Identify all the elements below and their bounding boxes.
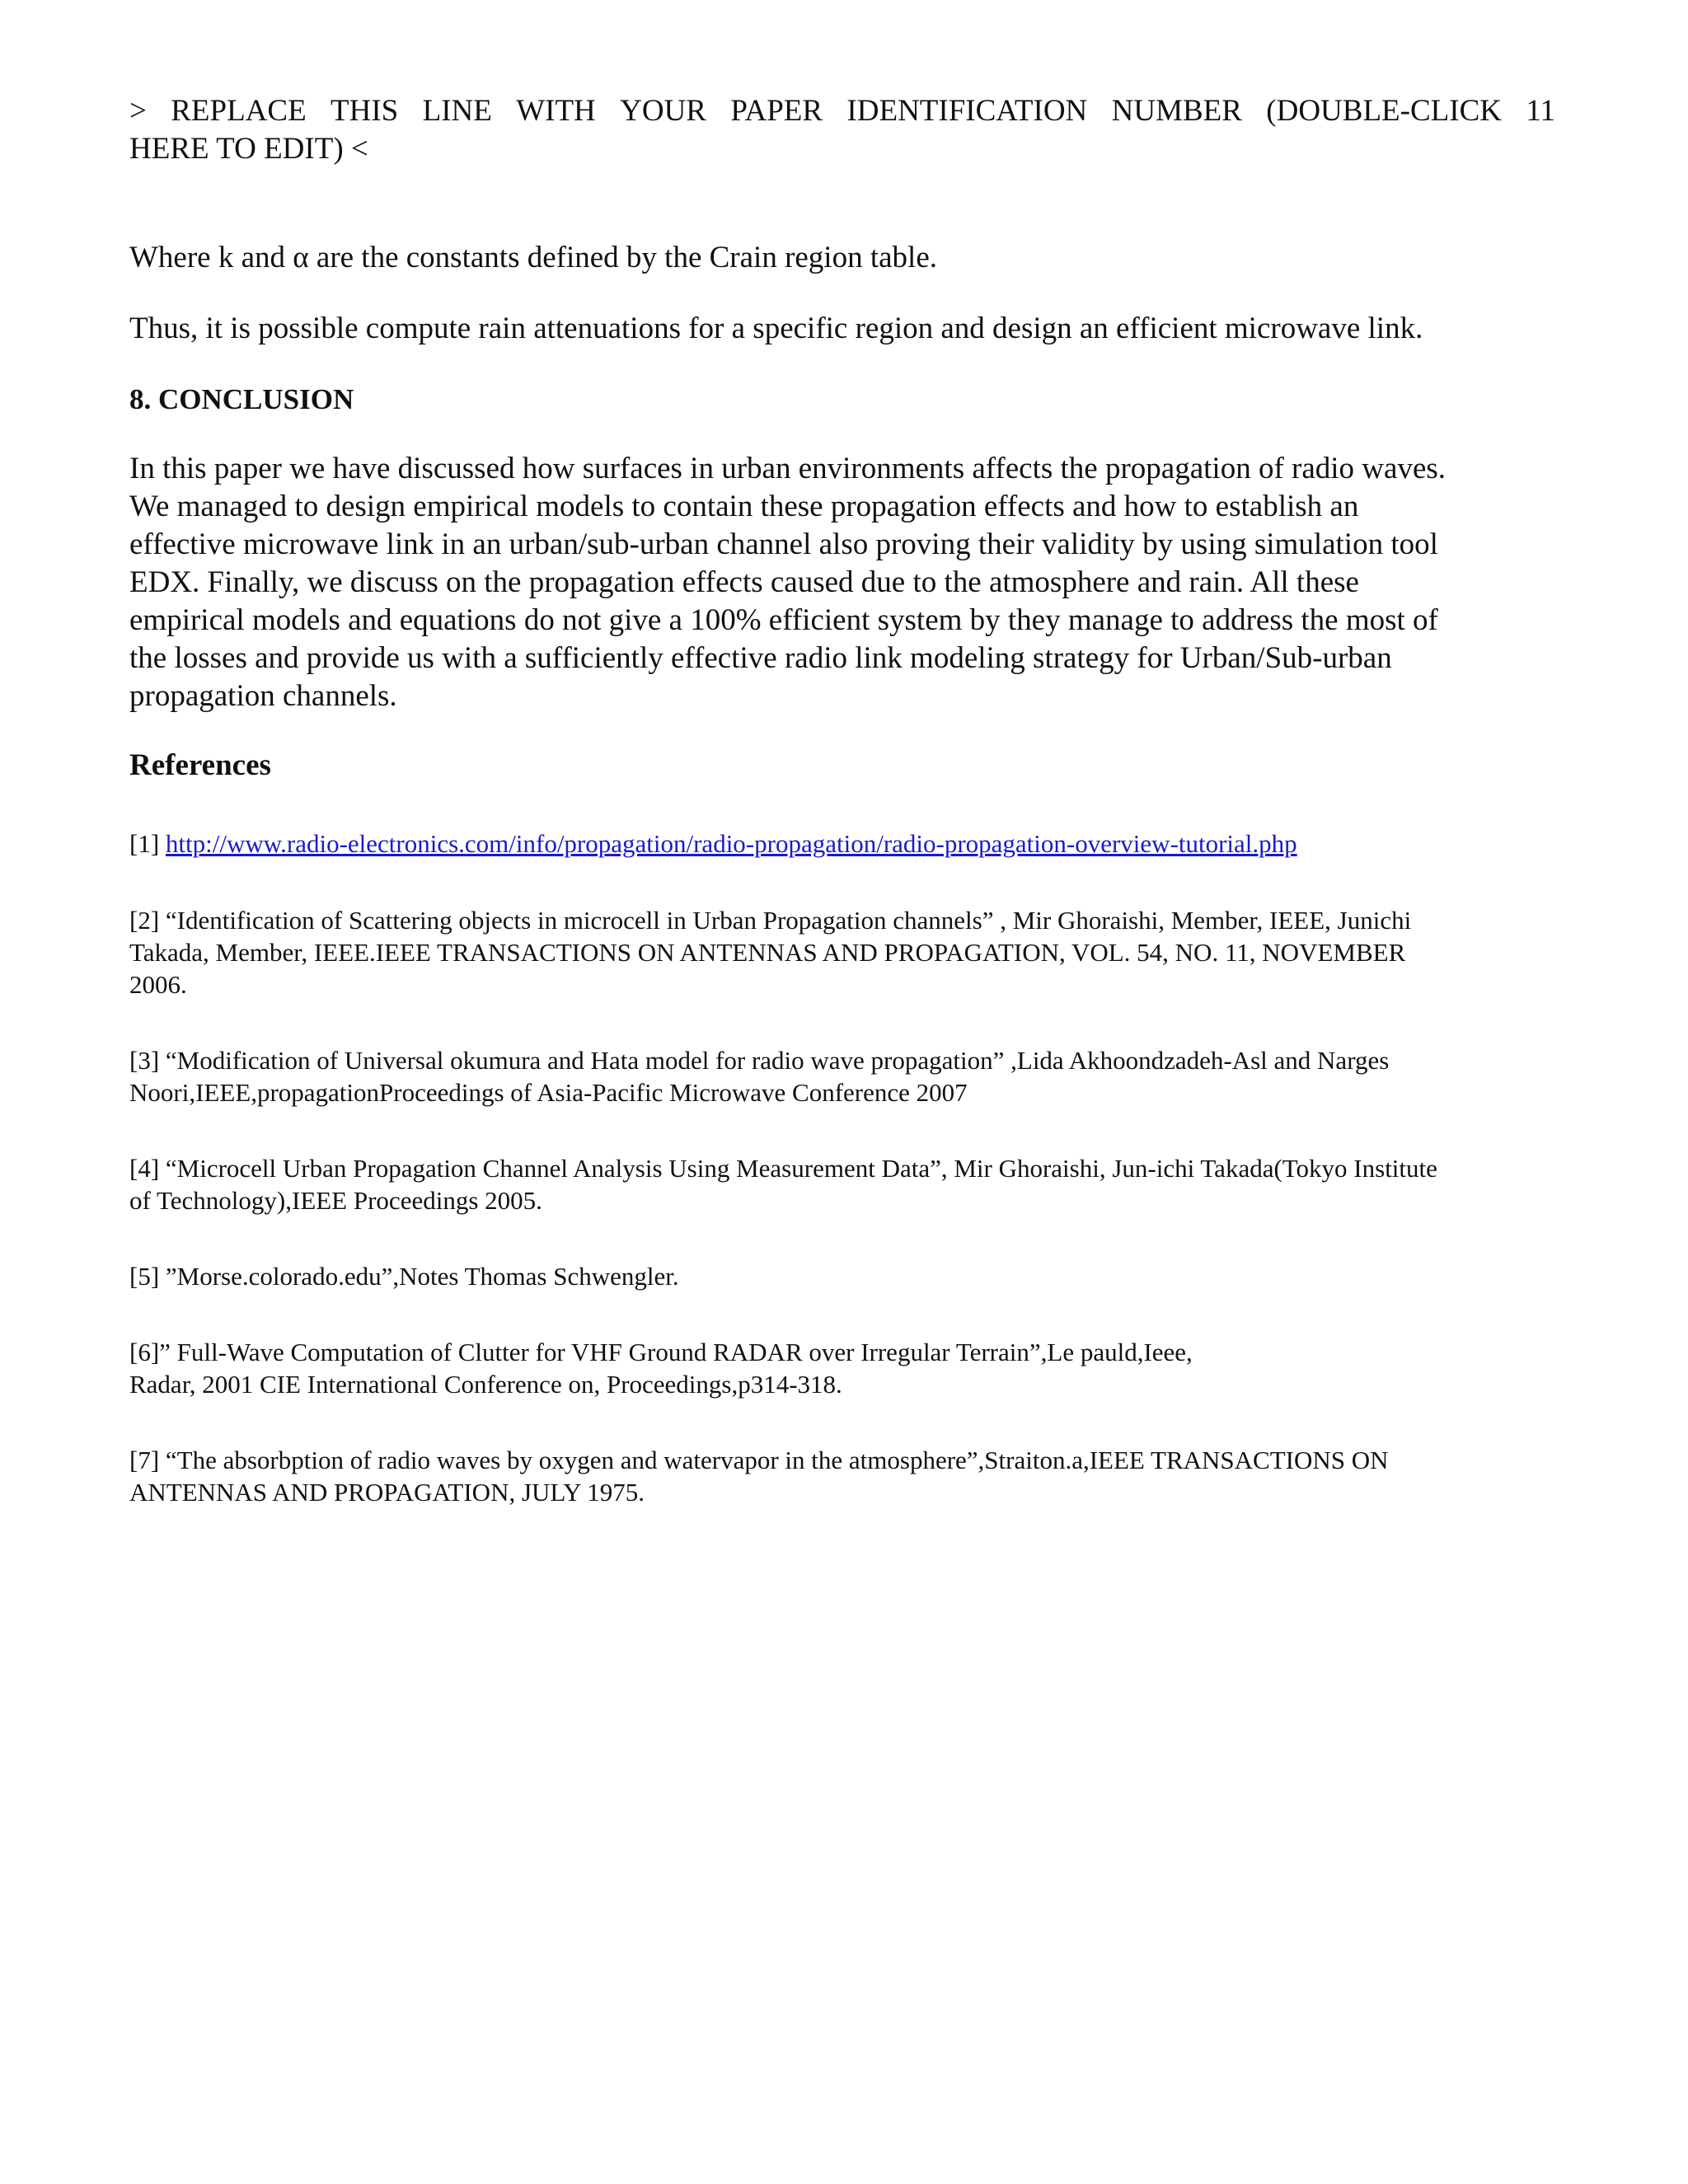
reference-line: Radar, 2001 CIE International Conference on, Proceedings,p314-318. xyxy=(129,1370,842,1399)
paragraph-rain-attenuation: Thus, it is possible compute rain attenuations for a specific region and design an efficient microwave link. xyxy=(129,312,1423,345)
reference-line: ANTENNAS AND PROPAGATION, JULY 1975. xyxy=(129,1478,645,1507)
conclusion-paragraph xyxy=(129,450,1555,715)
conclusion-line: EDX. Finally, we discuss on the propagation effects caused due to the atmosphere and rain. All these xyxy=(129,565,1359,599)
reference-1 xyxy=(129,827,1555,860)
header-word: (DOUBLE-CLICK xyxy=(1266,94,1502,128)
header-word: PAPER xyxy=(730,94,823,128)
reference-1-link[interactable]: http://www.radio-electronics.com/info/propagation/radio-propagation/radio-propagation-overview-tutorial.php xyxy=(165,829,1297,858)
page-number: 11 xyxy=(1526,94,1555,128)
header-line-1 xyxy=(129,92,1555,130)
header-word: REPLACE xyxy=(171,94,307,128)
reference-4 xyxy=(129,1152,1555,1216)
references-heading: References xyxy=(129,748,271,782)
reference-7 xyxy=(129,1444,1555,1508)
header-word: YOUR xyxy=(620,94,706,128)
header-word: IDENTIFICATION xyxy=(846,94,1088,128)
reference-line: of Technology),IEEE Proceedings 2005. xyxy=(129,1186,542,1215)
reference-line: [7] “The absorbption of radio waves by oxygen and watervapor in the atmosphere”,Straiton.a,IEEE TRANSACTIONS ON xyxy=(129,1446,1389,1474)
reference-line: [5] ”Morse.colorado.edu”,Notes Thomas Schwengler. xyxy=(129,1262,679,1291)
conclusion-line: propagation channels. xyxy=(129,679,397,713)
page-header xyxy=(129,92,1555,168)
reference-line: [3] “Modification of Universal okumura and Hata model for radio wave propagation” ,Lida Akhoondzadeh-Asl and Narges xyxy=(129,1046,1390,1075)
reference-line: [4] “Microcell Urban Propagation Channel Analysis Using Measurement Data”, Mir Ghoraishi, Jun-ichi Takada(Tokyo Institute xyxy=(129,1154,1437,1183)
header-line-2: HERE TO EDIT) < xyxy=(129,132,368,166)
conclusion-line: In this paper we have discussed how surfaces in urban environments affects the propagation of radio waves. xyxy=(129,452,1447,485)
header-word: LINE xyxy=(422,94,492,128)
reference-6 xyxy=(129,1336,1555,1400)
reference-line: Noori,IEEE,propagationProceedings of Asia-Pacific Microwave Conference 2007 xyxy=(129,1078,968,1107)
reference-line: [6]” Full-Wave Computation of Clutter for VHF Ground RADAR over Irregular Terrain”,Le pauld,Ieee, xyxy=(129,1338,1193,1366)
conclusion-line: empirical models and equations do not give a 100% efficient system by they manage to address the most of xyxy=(129,603,1438,637)
conclusion-line: effective microwave link in an urban/sub-urban channel also proving their validity by using simulation tool xyxy=(129,527,1438,561)
header-word: WITH xyxy=(516,94,596,128)
conclusion-heading: 8. CONCLUSION xyxy=(129,383,354,415)
reference-5 xyxy=(129,1260,1555,1292)
reference-label: [1] xyxy=(129,829,166,858)
conclusion-line: We managed to design empirical models to contain these propagation effects and how to establish an xyxy=(129,490,1359,523)
reference-3 xyxy=(129,1044,1555,1108)
header-word: THIS xyxy=(331,94,399,128)
reference-line: [2] “Identification of Scattering objects in microcell in Urban Propagation channels” , Mir Ghoraishi, Member, IEEE, Junichi xyxy=(129,906,1412,935)
header-word: > xyxy=(129,94,147,128)
conclusion-line: the losses and provide us with a sufficiently effective radio link modeling strategy for Urban/Sub-urban xyxy=(129,641,1392,675)
paragraph-crain-constants: Where k and α are the constants defined by the Crain region table. xyxy=(129,241,937,274)
reference-line: 2006. xyxy=(129,970,187,999)
reference-2 xyxy=(129,904,1555,1001)
header-word: NUMBER xyxy=(1111,94,1242,128)
reference-line: Takada, Member, IEEE.IEEE TRANSACTIONS ON ANTENNAS AND PROPAGATION, VOL. 54, NO. 11, NOVEMBER xyxy=(129,938,1406,967)
